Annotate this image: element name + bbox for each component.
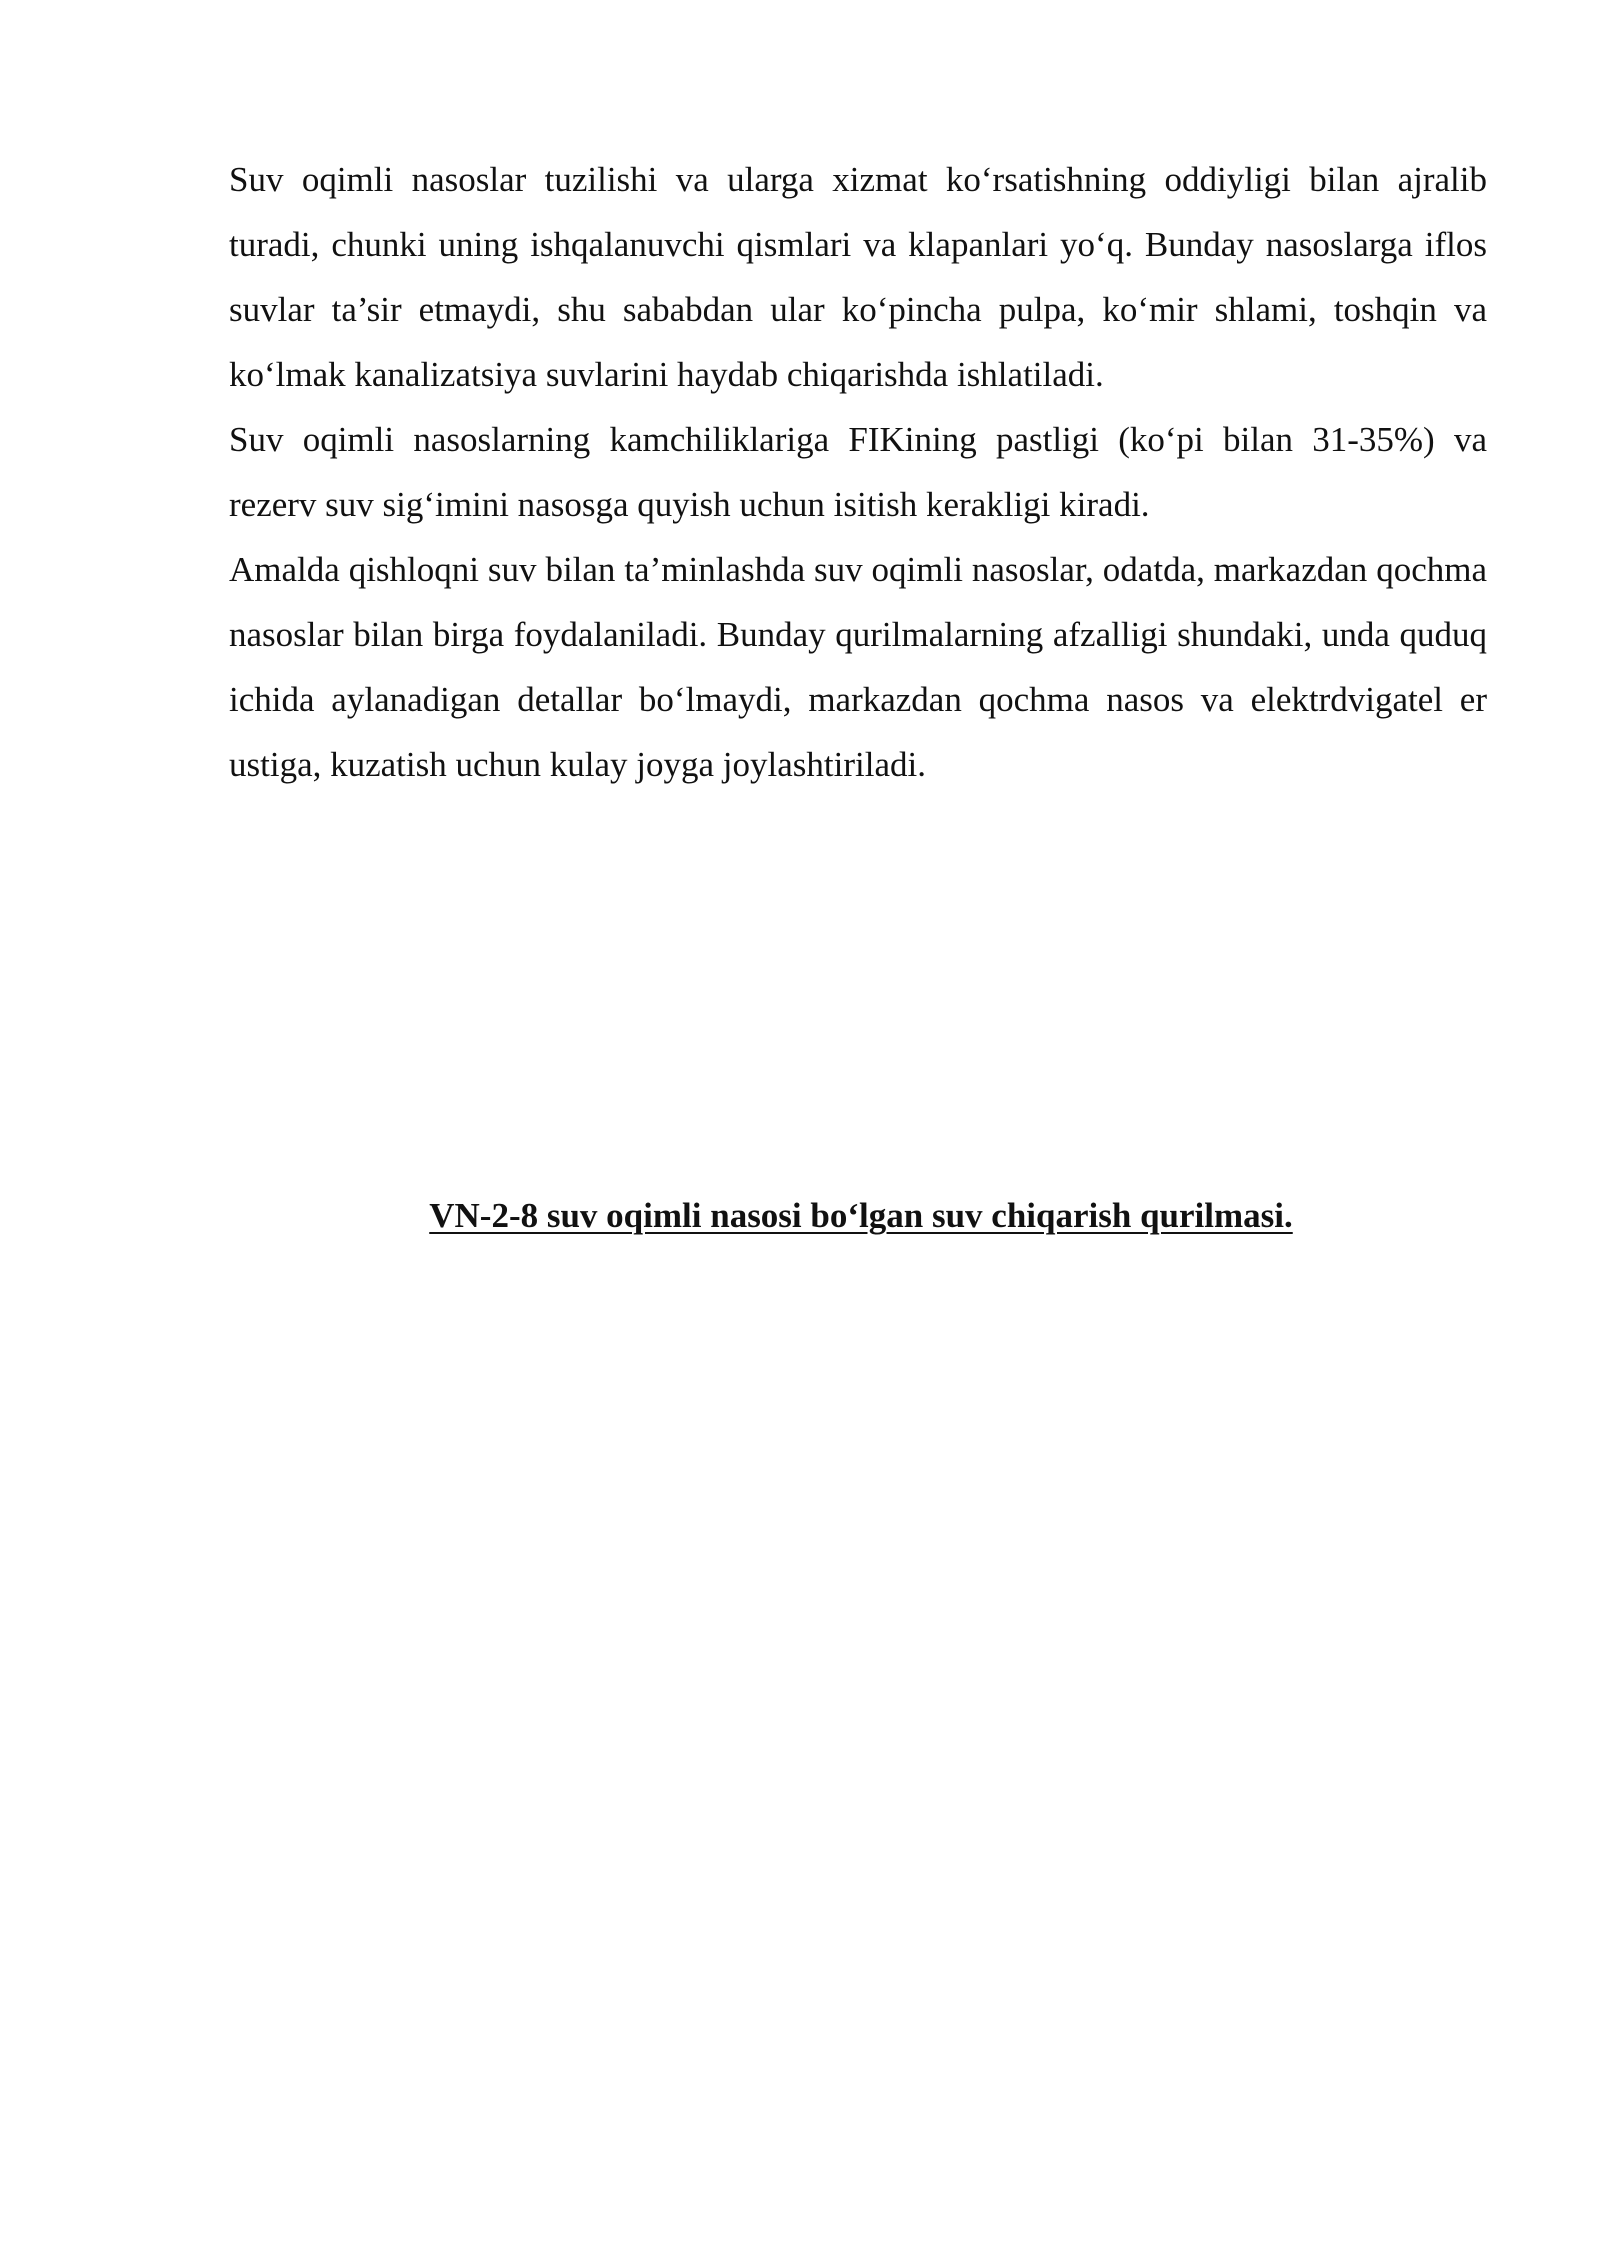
paragraph-3: Amalda qishloqni suv bilan ta’minlashda suv oqimli nasoslar, odatda, markazdan qochma nasoslar bilan birga foydalaniladi. Bunday qurilmalarning afzalligi shundaki, unda quduq ichida aylanadigan detallar bo‘lmaydi, markazdan qochma nasos va elektrdvigatel er ustiga, kuzatish uchun kulay joyga joylashtiriladi. [229,550,1487,784]
figure-caption-text: VN-2-8 suv oqimli nasosi bo‘lgan suv chiqarish qurilmasi. [429,1196,1293,1235]
paragraph-2: Suv oqimli nasoslarning kamchiliklariga FIKining pastligi (ko‘pi bilan 31-35%) va rezerv suv sig‘imini nasosga quyish uchun isitish kerakligi kiradi. [229,420,1487,524]
paragraph-1: Suv oqimli nasoslar tuzilishi va ularga xizmat ko‘rsatishning oddiyligi bilan ajralib turadi, chunki uning ishqalanuvchi qismlari va klapanlari yo‘q. Bunday nasoslarga iflos suvlar ta’sir etmaydi, shu sababdan ular ko‘pincha pulpa, ko‘mir shlami, toshqin va ko‘lmak kanalizatsiya suvlarini haydab chiqarishda ishlatiladi. [229,160,1487,394]
figure-caption [0,1183,1600,1248]
body-text [229,147,1487,797]
